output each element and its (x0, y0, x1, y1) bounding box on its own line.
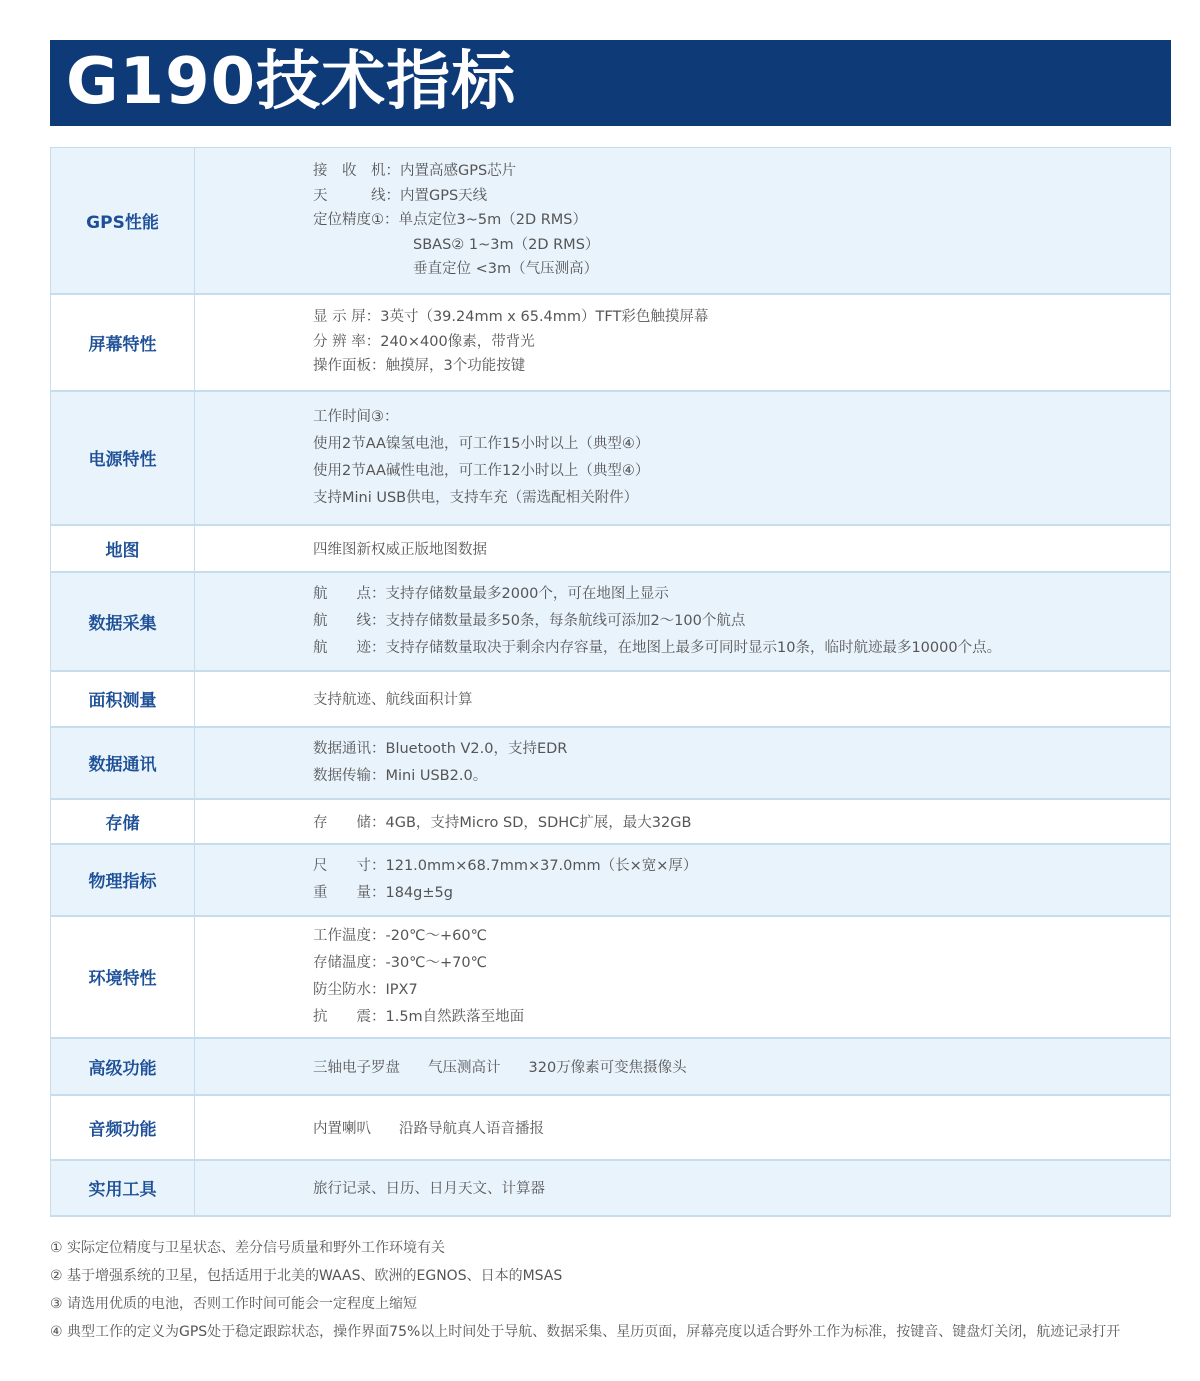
footnote: ③ 请选用优质的电池，否则工作时间可能会一定程度上缩短 (50, 1296, 417, 1312)
spec-line (313, 1056, 1170, 1077)
spec-category: 实用工具 (51, 1160, 195, 1216)
spec-values (195, 572, 1171, 671)
spec-line: 使用2节AA镍氢电池，可工作15小时以上（典型④） (313, 435, 650, 452)
spec-line: 天 线：内置GPS天线 (313, 187, 488, 204)
spec-category: 数据采集 (51, 572, 195, 671)
spec-values (195, 916, 1171, 1038)
spec-values (195, 148, 1171, 294)
spec-category: 电源特性 (51, 391, 195, 525)
feature-item: 320万像素可变焦摄像头 (528, 1059, 687, 1076)
spec-category: 面积测量 (51, 671, 195, 727)
spec-category: 环境特性 (51, 916, 195, 1038)
spec-row-data-collection (51, 572, 1171, 671)
feature-item: 内置喇叭 (313, 1120, 371, 1137)
spec-row-physical (51, 844, 1171, 916)
feature-item: 气压测高计 (428, 1059, 501, 1076)
spec-line: 四维图新权威正版地图数据 (313, 541, 487, 558)
spec-line: 分 辨 率：240×400像素，带背光 (313, 333, 535, 350)
spec-line: 工作时间③： (313, 408, 399, 425)
spec-line: 尺 寸：121.0mm×68.7mm×37.0mm（长×宽×厚） (313, 857, 698, 874)
spec-line: 存储温度：-30℃～+70℃ (313, 954, 487, 971)
spec-line: 重 量：184g±5g (313, 884, 453, 901)
spec-category: 数据通讯 (51, 727, 195, 799)
spec-line: 数据传输：Mini USB2.0。 (313, 767, 488, 784)
spec-line: 支持Mini USB供电，支持车充（需选配相关附件） (313, 489, 639, 506)
spec-line: 垂直定位 <3m（气压测高） (413, 261, 599, 277)
page-title: G190技术指标 (66, 45, 517, 119)
spec-values (195, 1095, 1171, 1160)
spec-row-tools (51, 1160, 1171, 1216)
footnote: ② 基于增强系统的卫星，包括适用于北美的WAAS、欧洲的EGNOS、日本的MSAS (50, 1268, 563, 1284)
spec-values (195, 1038, 1171, 1095)
spec-line: 防尘防水：IPX7 (313, 981, 418, 998)
footnotes (50, 1234, 1160, 1342)
spec-values (195, 391, 1171, 525)
spec-values (195, 1160, 1171, 1216)
spec-line: 航 点：支持存储数量最多2000个，可在地图上显示 (313, 585, 669, 602)
spec-line: SBAS② 1~3m（2D RMS） (413, 236, 600, 253)
spec-row-audio (51, 1095, 1171, 1160)
spec-row-power (51, 391, 1171, 525)
spec-category: 屏幕特性 (51, 294, 195, 391)
feature-item: 沿路导航真人语音播报 (399, 1120, 544, 1137)
spec-line: 数据通讯：Bluetooth V2.0，支持EDR (313, 740, 568, 757)
spec-category: GPS性能 (51, 148, 195, 294)
spec-line (313, 1117, 1170, 1138)
footnote: ① 实际定位精度与卫星状态、差分信号质量和野外工作环境有关 (50, 1240, 445, 1256)
spec-row-screen (51, 294, 1171, 391)
feature-item: 三轴电子罗盘 (313, 1059, 400, 1076)
footnote: ④ 典型工作的定义为GPS处于稳定跟踪状态，操作界面75%以上时间处于导航、数据采集、星历页面，屏幕亮度以适合野外工作为标准，按键音、键盘灯关闭，航迹记录打开 (50, 1324, 1121, 1340)
spec-line: 工作温度：-20℃～+60℃ (313, 927, 487, 944)
spec-line: 接 收 机：内置高感GPS芯片 (313, 163, 517, 179)
spec-values (195, 294, 1171, 391)
spec-table (50, 147, 1171, 1217)
spec-row-gps (51, 148, 1171, 294)
spec-values (195, 727, 1171, 799)
spec-line: 支持航迹、航线面积计算 (313, 692, 473, 708)
spec-line: 旅行记录、日历、日月天文、计算器 (313, 1181, 545, 1197)
spec-category: 物理指标 (51, 844, 195, 916)
spec-row-map (51, 525, 1171, 572)
spec-row-advanced (51, 1038, 1171, 1095)
spec-line: 显 示 屏：3英寸（39.24mm x 65.4mm）TFT彩色触摸屏幕 (313, 309, 709, 326)
spec-row-area (51, 671, 1171, 727)
spec-row-storage (51, 799, 1171, 844)
spec-line: 使用2节AA碱性电池，可工作12小时以上（典型④） (313, 462, 650, 479)
spec-values (195, 525, 1171, 572)
spec-line: 航 线：支持存储数量最多50条，每条航线可添加2～100个航点 (313, 612, 746, 629)
title-banner (50, 40, 1171, 126)
spec-line: 存 储：4GB，支持Micro SD，SDHC扩展，最大32GB (313, 814, 692, 831)
spec-values (195, 844, 1171, 916)
spec-line: 航 迹：支持存储数量取决于剩余内存容量，在地图上最多可同时显示10条，临时航迹最多10000个点。 (313, 639, 1002, 656)
spec-row-environment (51, 916, 1171, 1038)
spec-category: 存储 (51, 799, 195, 844)
spec-category: 高级功能 (51, 1038, 195, 1095)
spec-values (195, 799, 1171, 844)
spec-line: 定位精度①：单点定位3~5m（2D RMS） (313, 212, 588, 228)
spec-line: 操作面板：触摸屏，3个功能按键 (313, 358, 526, 375)
spec-line: 抗 震：1.5m自然跌落至地面 (313, 1008, 525, 1025)
spec-category: 地图 (51, 525, 195, 572)
spec-values (195, 671, 1171, 727)
spec-category: 音频功能 (51, 1095, 195, 1160)
spec-row-communication (51, 727, 1171, 799)
